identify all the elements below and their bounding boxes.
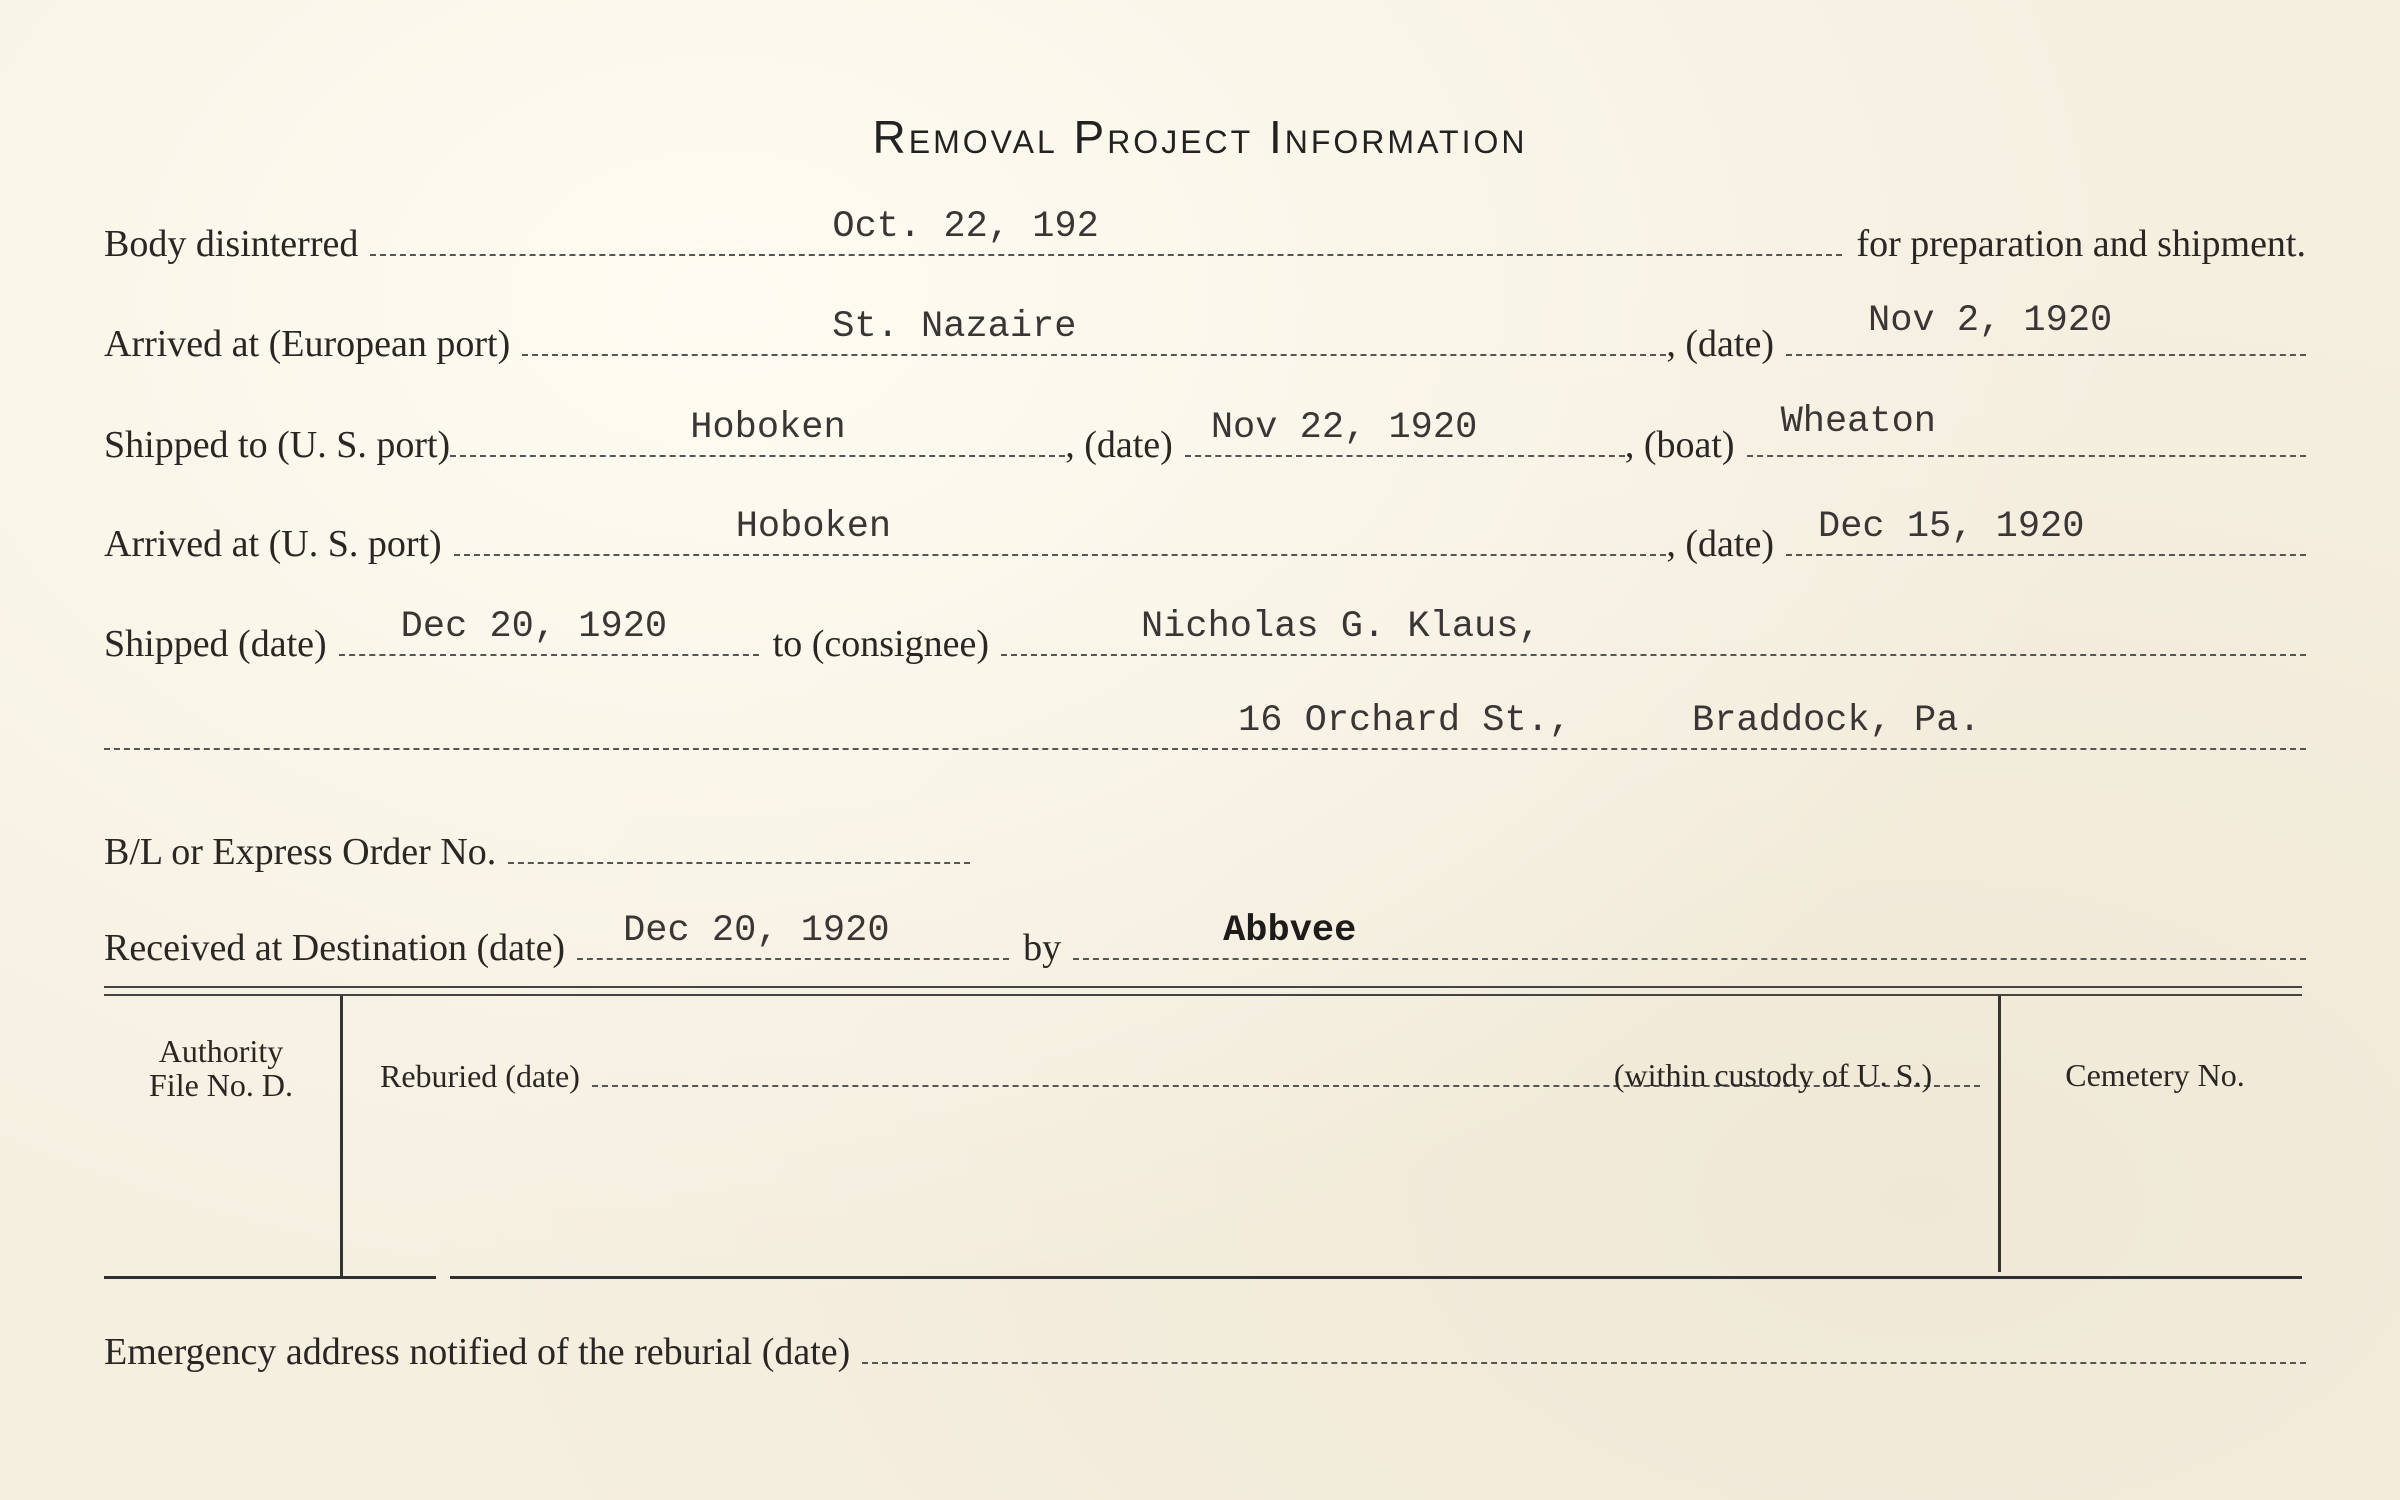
shipped-date-value: Dec 20, 1920 [400,606,668,648]
reburied-label: Reburied (date) [380,1058,580,1094]
consignee-label: to (consignee) [772,623,989,665]
address-line [104,700,2306,750]
arrived-us-date-label: , (date) [1666,523,1774,565]
row-shipped-us [104,401,2306,467]
shipped-us-date-label: , (date) [1065,424,1173,466]
arrived-us-date-value: Dec 15, 1920 [1818,506,2085,548]
row-body-disinterred [104,206,2306,266]
box-divider-left [340,996,343,1276]
received-date-line [577,910,1009,960]
shipped-us-boat-value: Wheaton [1780,401,1936,443]
shipped-label: Shipped (date) [104,623,327,665]
bl-order-label: B/L or Express Order No. [104,831,497,873]
arrived-european-date-value: Nov 2, 1920 [1868,300,2113,342]
consignee-value: Nicholas G. Klaus, [1140,606,1541,648]
arrived-us-line [454,506,1667,556]
body-disinterred-label: Body disinterred [104,223,359,265]
consignee-line [1001,606,2306,656]
body-disinterred-value: Oct. 22, 192 [832,206,1099,248]
row-arrived-us [104,506,2306,566]
box-bottom-rule-right [450,1276,2302,1279]
shipped-us-boat-line [1747,401,2306,457]
arrived-us-label: Arrived at (U. S. port) [104,523,442,565]
bl-order-line [508,858,970,864]
custody-label: (within custody of U. S.) [1613,1057,1933,1093]
row-address [104,700,2306,760]
received-by-value: Abbvee [1223,910,1357,952]
address-city: Braddock, Pa. [1692,700,1981,742]
received-date-value: Dec 20, 1920 [623,910,890,952]
file-no-label: File No. D. [149,1067,293,1103]
emergency-label: Emergency address notified of the reburial (date) [104,1331,851,1373]
box-bottom-rule-left [104,1276,436,1279]
shipped-us-date-value: Nov 22, 1920 [1210,407,1478,449]
shipped-us-value: Hoboken [690,407,846,449]
arrived-us-value: Hoboken [735,506,892,548]
body-disinterred-line [370,206,1842,256]
arrived-us-date-line [1786,506,2306,556]
shipped-date-line [339,606,759,656]
authority-cell [110,1034,332,1102]
form-title: Removal Project Information [872,111,1528,163]
arrived-european-line [522,306,1666,356]
arrived-european-date-line [1786,300,2306,356]
received-label: Received at Destination (date) [104,927,566,969]
double-rule [104,986,2302,996]
row-shipped [104,606,2306,666]
row-received [104,910,2306,970]
body-disinterred-suffix: for preparation and shipment. [1856,223,2306,265]
arrived-european-label: Arrived at (European port) [104,323,511,365]
emergency-line [862,1358,2306,1364]
row-bl-order [104,830,970,874]
received-by-label: by [1023,927,1062,969]
cemetery-label: Cemetery No. [2065,1057,2245,1093]
row-arrived-european [104,300,2306,366]
received-by-line [1073,910,2306,960]
row-emergency [104,1330,2306,1374]
shipped-us-boat-label: , (boat) [1624,424,1735,466]
arrived-european-value: St. Nazaire [832,306,1077,348]
shipped-us-label: Shipped to (U. S. port) [104,424,451,466]
arrived-european-date-label: , (date) [1666,323,1774,365]
shipped-us-date-line [1185,407,1625,457]
box-divider-right [1998,996,2001,1272]
authority-label: Authority [158,1033,284,1069]
address-street: 16 Orchard St., [1238,700,1572,742]
shipped-us-line [450,407,1065,457]
